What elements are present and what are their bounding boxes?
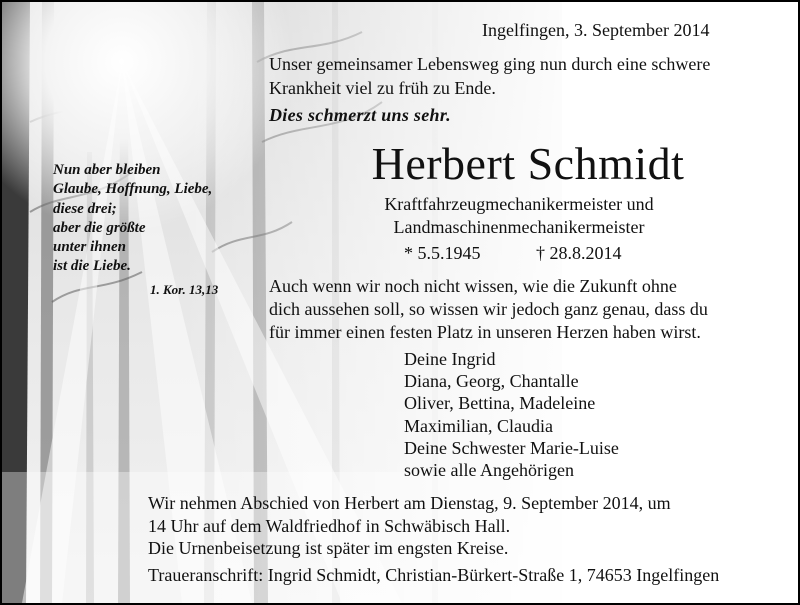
personal-message: [269, 275, 708, 344]
intro-line: Unser gemeinsamer Lebensweg ging nun durch eine schwere: [269, 54, 711, 74]
verse-line: unter ihnen: [53, 239, 126, 256]
death-date: † 28.8.2014: [536, 243, 622, 263]
mourner-entry: Diana, Georg, Chantalle: [404, 371, 579, 392]
profession: [269, 193, 769, 238]
message-line: für immer einen festen Platz in unseren Herzen haben wirst.: [269, 322, 701, 342]
message-line: Auch wenn wir noch nicht wissen, wie die Zukunft ohne: [269, 276, 677, 296]
profession-line: Kraftfahrzeugmechanikermeister und: [384, 194, 654, 214]
mourner-entry: Deine Ingrid: [404, 349, 496, 369]
mourners-list: [404, 348, 619, 481]
mourner-entry: Oliver, Bettina, Madeleine: [404, 393, 596, 414]
farewell-line: Die Urnenbeisetzung ist später im engsten Kreise.: [148, 538, 509, 558]
farewell-details: [148, 492, 671, 560]
farewell-line: 14 Uhr auf dem Waldfriedhof in Schwäbisch Hall.: [148, 515, 511, 536]
mourning-address: Traueranschrift: Ingrid Schmidt, Christian-Bürkert-Straße 1, 74653 Ingelfingen: [148, 565, 720, 585]
verse-line: aber die größte: [53, 219, 146, 236]
verse-line: Glaube, Hoffnung, Liebe,: [53, 181, 213, 198]
profession-line: Landmaschinenmechanikermeister: [393, 216, 645, 237]
mourner-entry: sowie alle Angehörigen: [404, 460, 574, 481]
mourner-entry: Maximilian, Claudia: [404, 415, 553, 436]
verse-reference: 1. Kor. 13,13: [150, 282, 219, 297]
farewell-line: Wir nehmen Abschied von Herbert am Dienstag, 9. September 2014, um: [148, 493, 671, 513]
date-line: Ingelfingen, 3. September 2014: [482, 20, 710, 40]
verse-line: Nun aber bleiben: [53, 162, 161, 178]
verse-line: ist die Liebe.: [53, 258, 131, 275]
mourner-entry: Deine Schwester Marie-Luise: [404, 437, 619, 458]
verse-line: diese drei;: [53, 200, 117, 217]
deceased-name: Herbert Schmidt: [371, 138, 685, 189]
birth-date: * 5.5.1945: [404, 243, 481, 263]
pain-line: Dies schmerzt uns sehr.: [269, 105, 451, 125]
intro-line: Krankheit viel zu früh zu Ende.: [269, 78, 496, 98]
message-line: dich aussehen soll, so wissen wir jedoch ganz genau, dass du: [269, 299, 708, 319]
intro-text: [269, 52, 710, 100]
